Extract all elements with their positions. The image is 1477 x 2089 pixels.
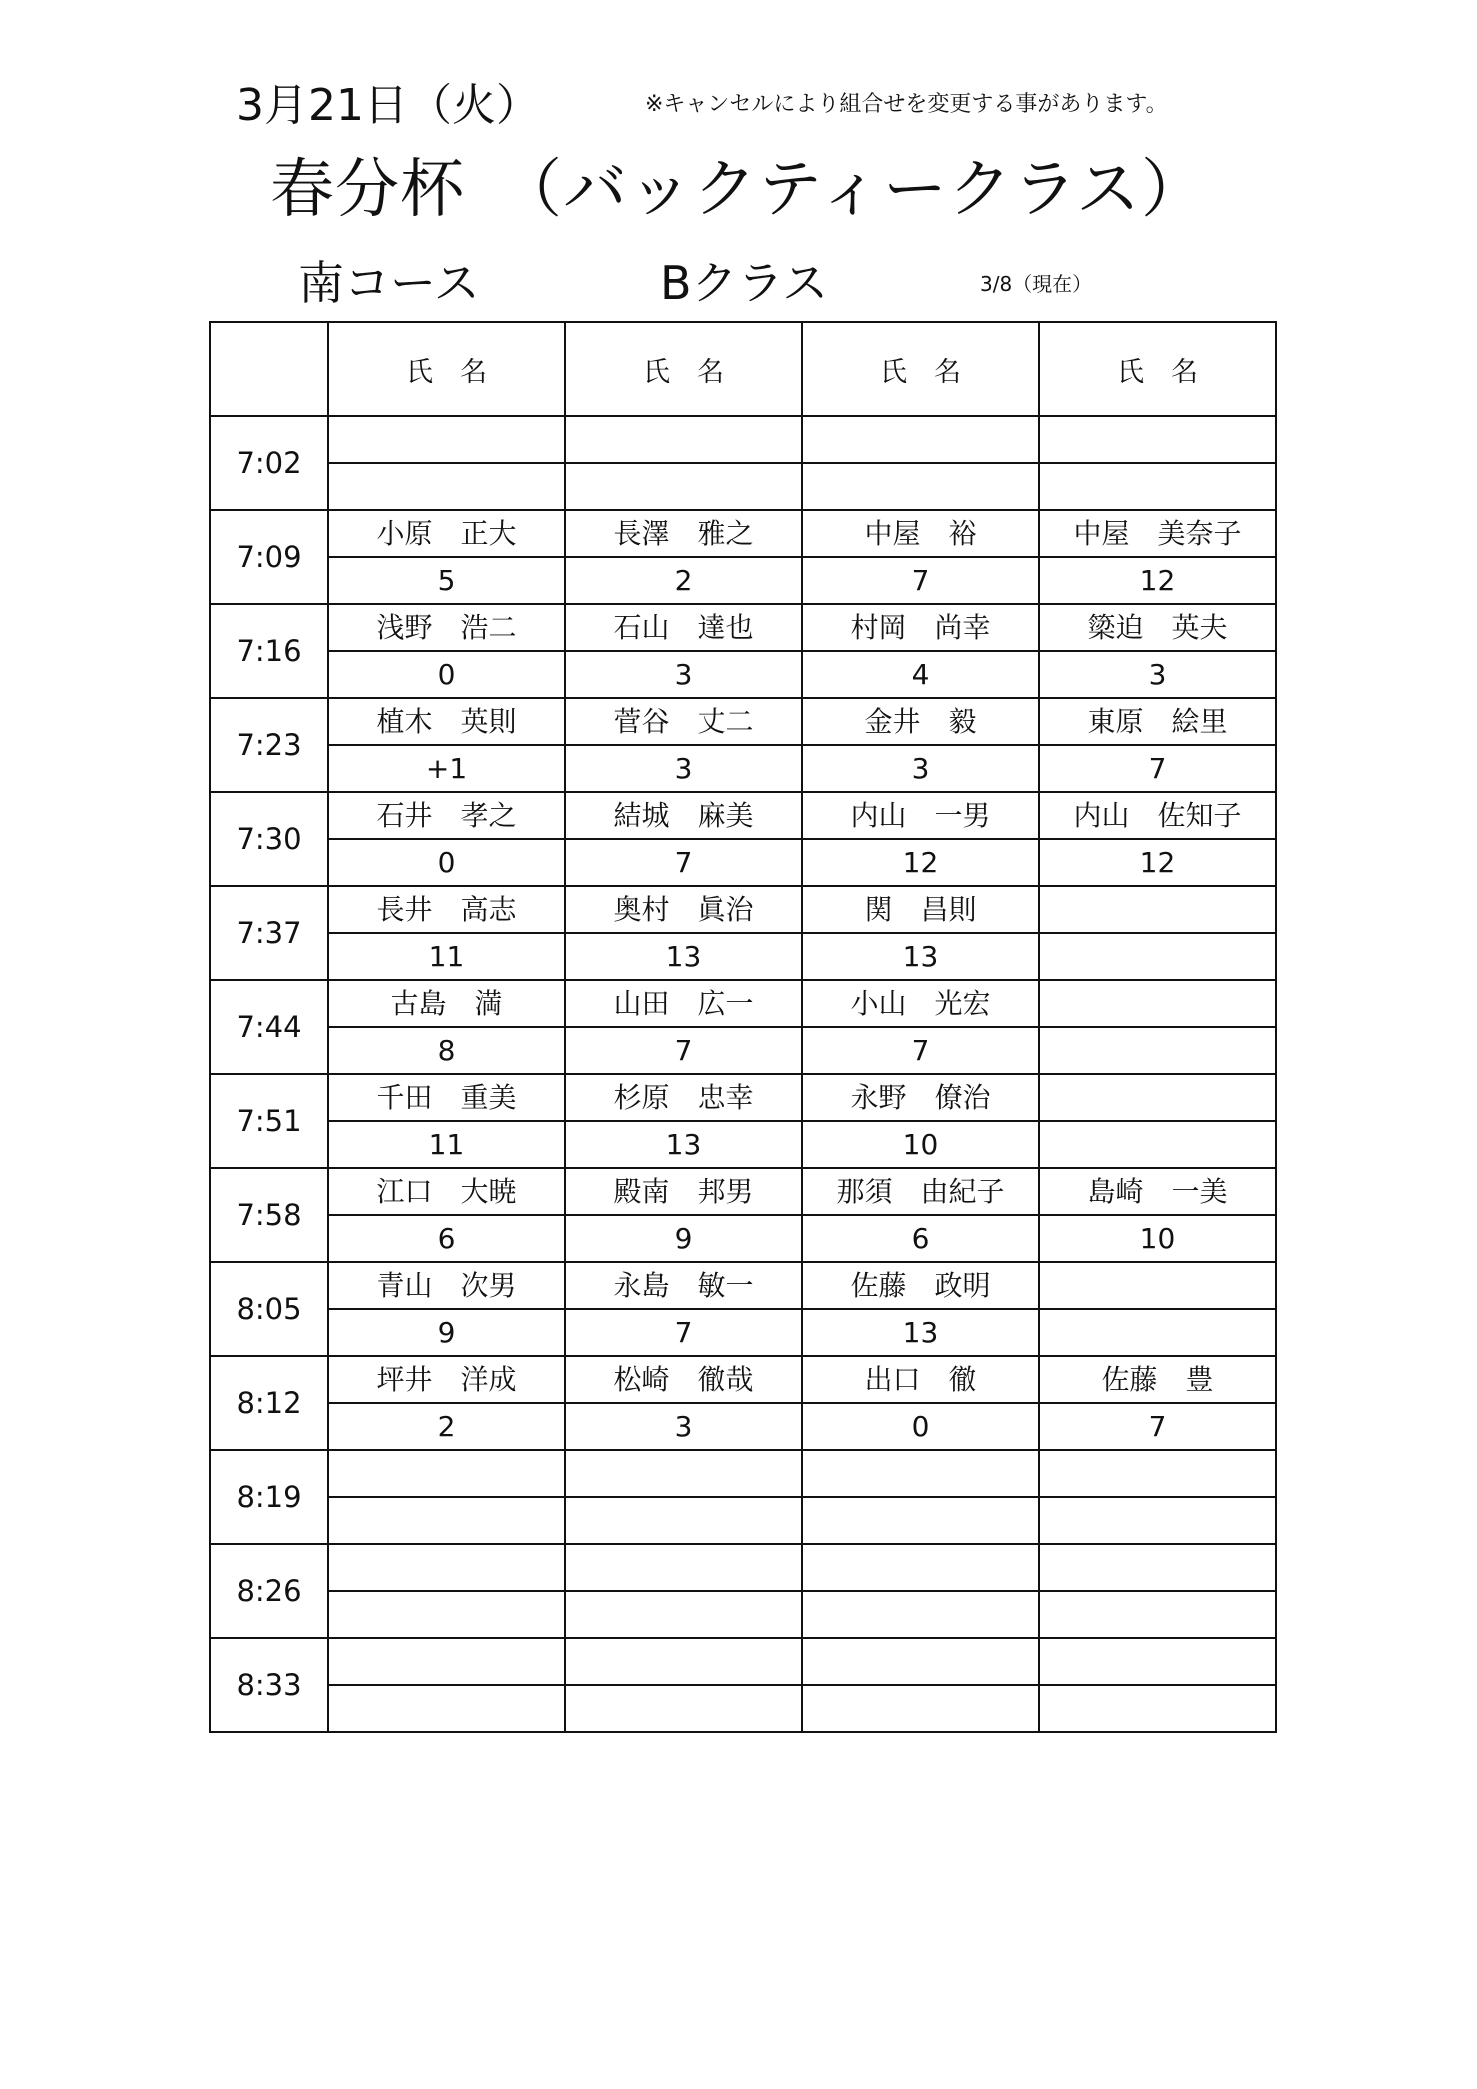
table-row — [210, 1309, 1276, 1356]
table-row — [210, 1262, 1276, 1309]
player-handicap: 2 — [565, 557, 802, 604]
table-row — [210, 1403, 1276, 1450]
tee-time: 7:44 — [210, 980, 328, 1074]
player-handicap — [328, 463, 565, 510]
player-handicap: 7 — [802, 557, 1039, 604]
player-handicap: 12 — [1039, 557, 1276, 604]
player-handicap: 9 — [565, 1215, 802, 1262]
tee-time: 7:09 — [210, 510, 328, 604]
player-name: 菅谷 丈二 — [565, 698, 802, 745]
player-handicap: 11 — [328, 1121, 565, 1168]
player-handicap: 0 — [802, 1403, 1039, 1450]
table-row — [210, 463, 1276, 510]
player-name: 千田 重美 — [328, 1074, 565, 1121]
player-handicap: 2 — [328, 1403, 565, 1450]
tee-time: 8:33 — [210, 1638, 328, 1732]
player-handicap — [565, 1497, 802, 1544]
tee-time: 7:37 — [210, 886, 328, 980]
tee-time-table — [209, 321, 1277, 1733]
player-handicap — [565, 1591, 802, 1638]
player-handicap: 9 — [328, 1309, 565, 1356]
player-name: 金井 毅 — [802, 698, 1039, 745]
player-name — [1039, 980, 1276, 1027]
player-name: 石井 孝之 — [328, 792, 565, 839]
player-name — [565, 1450, 802, 1497]
player-name: 関 昌則 — [802, 886, 1039, 933]
player-name — [328, 1450, 565, 1497]
player-name — [1039, 1262, 1276, 1309]
player-name: 永野 僚治 — [802, 1074, 1039, 1121]
table-row — [210, 1074, 1276, 1121]
player-name: 佐藤 政明 — [802, 1262, 1039, 1309]
player-handicap — [802, 1685, 1039, 1732]
tee-time: 7:30 — [210, 792, 328, 886]
player-name: 中屋 裕 — [802, 510, 1039, 557]
player-name: 長澤 雅之 — [565, 510, 802, 557]
name-column-header: 氏 名 — [565, 322, 802, 416]
table-row — [210, 1685, 1276, 1732]
table-row — [210, 510, 1276, 557]
table-row — [210, 933, 1276, 980]
player-name — [565, 1544, 802, 1591]
player-handicap: 3 — [802, 745, 1039, 792]
player-name: 小原 正大 — [328, 510, 565, 557]
player-handicap — [1039, 1497, 1276, 1544]
player-name: 東原 絵里 — [1039, 698, 1276, 745]
player-handicap: 8 — [328, 1027, 565, 1074]
table-row — [210, 1356, 1276, 1403]
player-handicap — [1039, 1121, 1276, 1168]
player-name — [1039, 1450, 1276, 1497]
player-handicap: 5 — [328, 557, 565, 604]
player-handicap: 12 — [1039, 839, 1276, 886]
player-name — [328, 1544, 565, 1591]
tee-time: 7:23 — [210, 698, 328, 792]
player-name: 出口 徹 — [802, 1356, 1039, 1403]
player-handicap: 4 — [802, 651, 1039, 698]
tee-time: 7:02 — [210, 416, 328, 510]
player-name: 長井 高志 — [328, 886, 565, 933]
tee-time: 8:12 — [210, 1356, 328, 1450]
player-name: 古島 満 — [328, 980, 565, 1027]
player-handicap: 7 — [565, 1309, 802, 1356]
table-row — [210, 604, 1276, 651]
player-name: 那須 由紀子 — [802, 1168, 1039, 1215]
player-name: 江口 大暁 — [328, 1168, 565, 1215]
player-handicap: 3 — [1039, 651, 1276, 698]
player-handicap — [802, 1497, 1039, 1544]
table-row — [210, 557, 1276, 604]
player-handicap: 7 — [1039, 1403, 1276, 1450]
player-handicap: 13 — [802, 1309, 1039, 1356]
as-of-date: 3/8（現在） — [980, 272, 1093, 296]
player-name: 殿南 邦男 — [565, 1168, 802, 1215]
player-name: 石山 達也 — [565, 604, 802, 651]
player-handicap: 13 — [802, 933, 1039, 980]
player-name: 村岡 尚幸 — [802, 604, 1039, 651]
table-row — [210, 1450, 1276, 1497]
player-name: 簗迫 英夫 — [1039, 604, 1276, 651]
player-name: 杉原 忠幸 — [565, 1074, 802, 1121]
table-row — [210, 1544, 1276, 1591]
player-handicap: 7 — [1039, 745, 1276, 792]
player-name — [802, 416, 1039, 463]
player-handicap — [328, 1497, 565, 1544]
player-handicap: 0 — [328, 839, 565, 886]
table-row — [210, 416, 1276, 463]
table-row — [210, 980, 1276, 1027]
tournament-title: 春分杯 （バックティークラス） — [270, 153, 1206, 227]
player-name — [565, 1638, 802, 1685]
player-handicap: 6 — [802, 1215, 1039, 1262]
table-row — [210, 792, 1276, 839]
course-label: 南コース — [298, 256, 480, 310]
player-name: 佐藤 豊 — [1039, 1356, 1276, 1403]
player-handicap — [1039, 1591, 1276, 1638]
table-row — [210, 1591, 1276, 1638]
player-handicap: +1 — [328, 745, 565, 792]
player-name — [802, 1544, 1039, 1591]
player-handicap — [1039, 463, 1276, 510]
table-row — [210, 1638, 1276, 1685]
tee-time: 8:26 — [210, 1544, 328, 1638]
player-handicap — [328, 1685, 565, 1732]
player-name — [802, 1638, 1039, 1685]
player-name: 坪井 洋成 — [328, 1356, 565, 1403]
player-name — [1039, 416, 1276, 463]
player-handicap: 6 — [328, 1215, 565, 1262]
player-handicap: 10 — [802, 1121, 1039, 1168]
table-row — [210, 1168, 1276, 1215]
player-name — [1039, 1074, 1276, 1121]
tee-time: 7:58 — [210, 1168, 328, 1262]
tee-time: 7:16 — [210, 604, 328, 698]
player-handicap — [328, 1591, 565, 1638]
table-row — [210, 1215, 1276, 1262]
player-handicap — [1039, 1309, 1276, 1356]
cancellation-notice: ※キャンセルにより組合せを変更する事があります。 — [645, 92, 1168, 117]
player-name — [802, 1450, 1039, 1497]
player-handicap: 7 — [565, 839, 802, 886]
player-handicap: 7 — [802, 1027, 1039, 1074]
table-row — [210, 886, 1276, 933]
player-handicap — [1039, 933, 1276, 980]
player-handicap: 3 — [565, 1403, 802, 1450]
player-name — [1039, 1544, 1276, 1591]
player-name — [565, 416, 802, 463]
table-row — [210, 1121, 1276, 1168]
player-handicap: 13 — [565, 933, 802, 980]
player-handicap — [802, 463, 1039, 510]
player-name: 結城 麻美 — [565, 792, 802, 839]
table-row — [210, 745, 1276, 792]
tee-time: 8:19 — [210, 1450, 328, 1544]
tee-time: 8:05 — [210, 1262, 328, 1356]
player-name: 浅野 浩二 — [328, 604, 565, 651]
player-handicap: 0 — [328, 651, 565, 698]
table-body — [210, 416, 1276, 1732]
player-name: 島崎 一美 — [1039, 1168, 1276, 1215]
player-name — [328, 1638, 565, 1685]
player-handicap: 10 — [1039, 1215, 1276, 1262]
player-name: 中屋 美奈子 — [1039, 510, 1276, 557]
class-label: Bクラス — [660, 256, 829, 310]
tee-time: 7:51 — [210, 1074, 328, 1168]
player-handicap: 13 — [565, 1121, 802, 1168]
player-name: 奥村 眞治 — [565, 886, 802, 933]
player-handicap — [565, 463, 802, 510]
player-handicap — [1039, 1027, 1276, 1074]
player-name: 青山 次男 — [328, 1262, 565, 1309]
table-row — [210, 1497, 1276, 1544]
player-name — [1039, 886, 1276, 933]
table-row — [210, 1027, 1276, 1074]
name-column-header: 氏 名 — [1039, 322, 1276, 416]
name-column-header: 氏 名 — [328, 322, 565, 416]
player-handicap: 12 — [802, 839, 1039, 886]
time-column-header — [210, 322, 328, 416]
player-name — [328, 416, 565, 463]
event-date: 3月21日（火） — [236, 80, 540, 131]
player-name: 内山 一男 — [802, 792, 1039, 839]
player-name: 植木 英則 — [328, 698, 565, 745]
player-name: 松崎 徹哉 — [565, 1356, 802, 1403]
player-handicap: 11 — [328, 933, 565, 980]
player-handicap: 3 — [565, 651, 802, 698]
name-column-header: 氏 名 — [802, 322, 1039, 416]
player-name: 山田 広一 — [565, 980, 802, 1027]
table-row — [210, 698, 1276, 745]
table-row — [210, 839, 1276, 886]
player-handicap — [565, 1685, 802, 1732]
player-handicap: 7 — [565, 1027, 802, 1074]
player-name: 永島 敏一 — [565, 1262, 802, 1309]
player-handicap: 3 — [565, 745, 802, 792]
table-row — [210, 651, 1276, 698]
player-handicap — [1039, 1685, 1276, 1732]
player-name: 小山 光宏 — [802, 980, 1039, 1027]
player-handicap — [802, 1591, 1039, 1638]
table-header-row — [210, 322, 1276, 416]
player-name: 内山 佐知子 — [1039, 792, 1276, 839]
player-name — [1039, 1638, 1276, 1685]
